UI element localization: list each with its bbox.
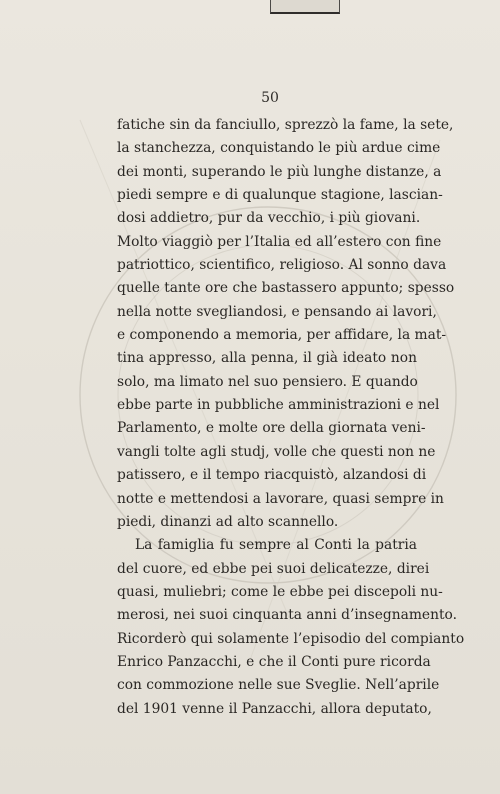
text-line: Ricorderò qui solamente l’episodio del compianto [117,630,465,647]
text-line: quelle tante ore che bastassero appunto; spesso [117,280,455,297]
text-line: quasi, muliebri; come le ebbe pei discepoli nu- [117,583,443,600]
text-line: nella notte svegliandosi, e pensando ai lavori, [117,303,437,320]
text-line: dei monti, superando le più lunghe distanze, a [117,163,442,180]
text-line: del 1901 venne il Panzacchi, allora deputato, [117,700,432,717]
body-text [117,114,465,721]
text-line: piedi, dinanzi ad alto scannello. [117,513,339,530]
text-line: La famiglia fu sempre al Conti la patria [135,537,417,554]
text-line: solo, ma limato nel suo pensiero. E quando [117,373,418,390]
text-line: merosi, nei suoi cinquanta anni d’insegnamento. [117,607,457,624]
text-line: e componendo a memoria, per affidare, la mat- [117,327,447,344]
text-line: fatiche sin da fanciullo, sprezzò la fame, la sete, [117,117,454,133]
text-line: piedi sempre e di qualunque stagione, lascian- [117,187,443,204]
text-line: dosi addietro, pur da vecchio, i più giovani. [117,210,421,227]
text-line: con commozione nelle sue Sveglie. Nell’aprile [117,677,440,694]
text-line: Enrico Panzacchi, e che il Conti pure ricorda [117,653,431,670]
page-number: 50 [261,90,279,106]
text-line: la stanchezza, conquistando le più ardue cime [117,140,441,157]
text-line: ebbe parte in pubbliche amministrazioni e nel [117,397,440,414]
text-line: del cuore, ed ebbe pei suoi delicatezze, direi [117,560,430,577]
text-line: tina appresso, alla penna, il già ideato non [117,350,417,367]
binding-tab [270,0,340,14]
text-line: vangli tolte agli studj, volle che questi non ne [117,443,436,460]
text-line: patriottico, scientifico, religioso. Al sonno dava [117,257,447,274]
text-line: patissero, e il tempo riacquistò, alzandosi di [117,467,427,484]
text-line: Parlamento, e molte ore della giornata veni- [117,420,426,437]
text-line: Molto viaggiò per l’Italia ed all’estero con fine [117,233,442,250]
text-line: notte e mettendosi a lavorare, quasi sempre in [117,490,444,507]
